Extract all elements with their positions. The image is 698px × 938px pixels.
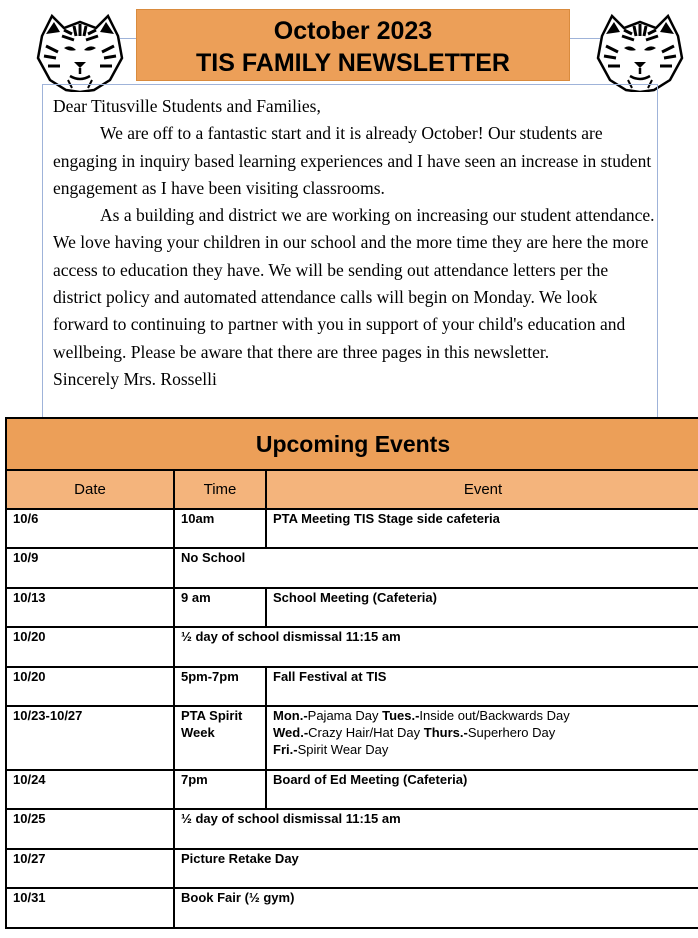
tiger-icon: [594, 6, 686, 92]
table-row: [6, 849, 698, 888]
day-theme-wed: Crazy Hair/Hat Day: [308, 725, 421, 740]
event-name: School Meeting (Cafeteria): [266, 588, 698, 627]
event-date: 10/20: [6, 667, 174, 706]
event-time: PTA Spirit Week: [174, 706, 266, 770]
table-row: [6, 548, 698, 588]
event-date: 10/13: [6, 588, 174, 627]
tiger-icon: [34, 6, 126, 92]
table-row: [6, 627, 698, 667]
letter-signoff: Sincerely Mrs. Rosselli: [53, 368, 217, 389]
event-date: 10/6: [6, 509, 174, 548]
column-header-time: Time: [174, 470, 266, 509]
table-row: [6, 667, 698, 706]
event-name: ½ day of school dismissal 11:15 am: [174, 809, 698, 849]
event-name: No School: [174, 548, 698, 588]
table-row: [6, 509, 698, 548]
newsletter-title: [136, 9, 570, 81]
event-date: 10/27: [6, 849, 174, 888]
day-label-mon: Mon.-: [273, 708, 308, 723]
table-row: [6, 706, 698, 770]
title-month: October 2023: [273, 17, 433, 45]
event-name: ½ day of school dismissal 11:15 am: [174, 627, 698, 667]
day-theme-tue: Inside out/Backwards Day: [419, 708, 570, 723]
event-name: Fall Festival at TIS: [266, 667, 698, 706]
day-theme-mon: Pajama Day: [307, 708, 379, 723]
day-label-wed: Wed.-: [273, 725, 309, 740]
event-time: 7pm: [174, 770, 266, 809]
day-label-tue: Tues.-: [382, 708, 420, 723]
principal-letter: [42, 84, 658, 417]
spirit-week-schedule: [266, 706, 698, 770]
letter-paragraph-1: We are off to a fantastic start and it is already October! Our students are engaging in inquiry based learning experiences and I have seen an increase in student engagement as I have been visiting classrooms.: [53, 123, 652, 198]
event-date: 10/31: [6, 888, 174, 928]
column-header-event: Event: [266, 470, 698, 509]
event-time: 9 am: [174, 588, 266, 627]
event-date: 10/9: [6, 548, 174, 588]
table-row: [6, 770, 698, 809]
table-row: [6, 588, 698, 627]
event-date: 10/23-10/27: [6, 706, 174, 770]
event-name: Picture Retake Day: [174, 849, 698, 888]
event-time: 5pm-7pm: [174, 667, 266, 706]
letter-paragraph-2: As a building and district we are working on increasing our student attendance. We love having your children in our school and the more time they are here the more access to education they have. We will be sending out attendance letters per the district policy and automated attendance calls will begin on Monday. We look forward to continuing to partner with you in support of your child's education and wellbeing. Please be aware that there are three pages in this newsletter.: [53, 205, 655, 362]
day-label-fri: Fri.-: [273, 742, 298, 757]
event-time: 10am: [174, 509, 266, 548]
table-row: [6, 809, 698, 849]
events-title: Upcoming Events: [6, 418, 698, 470]
event-date: 10/20: [6, 627, 174, 667]
column-header-date: Date: [6, 470, 174, 509]
letter-greeting: Dear Titusville Students and Families,: [53, 96, 321, 116]
event-date: 10/25: [6, 809, 174, 849]
event-name: Book Fair (½ gym): [174, 888, 698, 928]
event-date: 10/24: [6, 770, 174, 809]
day-label-thu: Thurs.-: [423, 725, 468, 740]
day-theme-fri: Spirit Wear Day: [297, 742, 389, 757]
day-theme-thu: Superhero Day: [467, 725, 556, 740]
table-row: [6, 888, 698, 928]
event-name: PTA Meeting TIS Stage side cafeteria: [266, 509, 698, 548]
events-table: [5, 417, 698, 929]
title-newsletter: TIS FAMILY NEWSLETTER: [196, 49, 510, 77]
event-name: Board of Ed Meeting (Cafeteria): [266, 770, 698, 809]
